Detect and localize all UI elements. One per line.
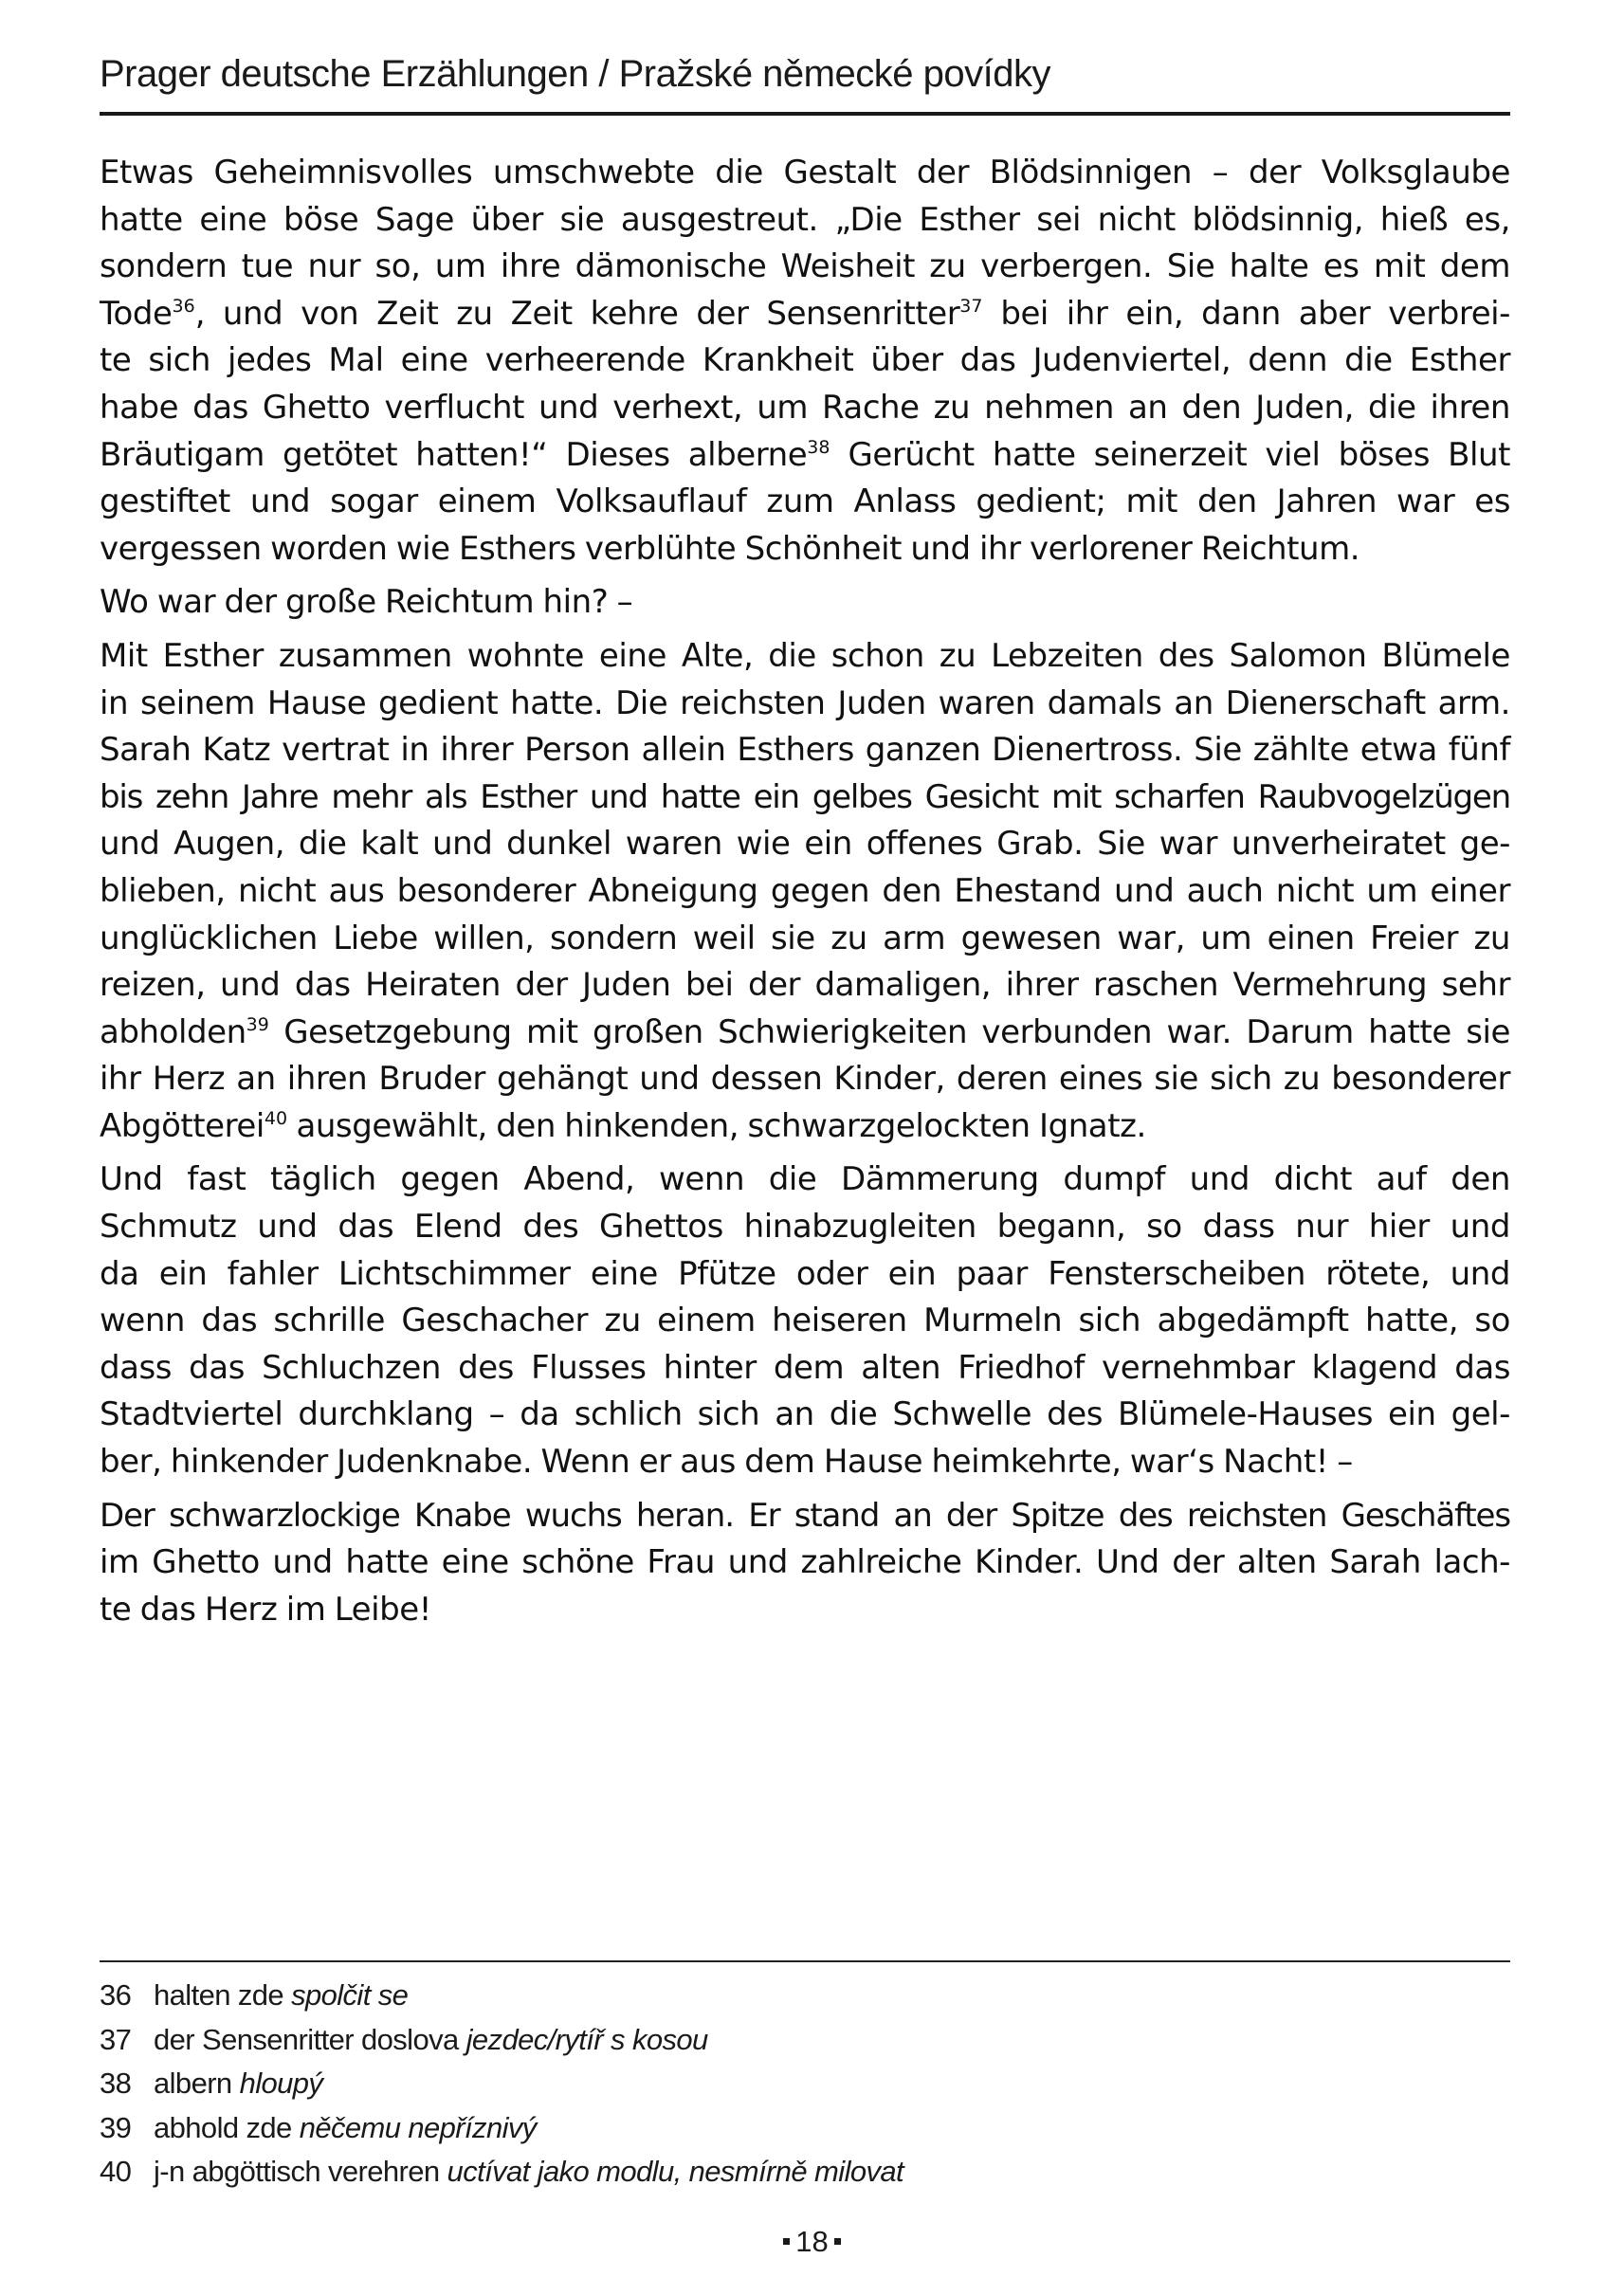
text-segment: Bräutigam getötet hatten!“ Dieses alberne (100, 435, 808, 474)
text-line: vergessen worden wie Esthers verblühte Schönheit und ihr verlorener Reichtum. (100, 529, 1360, 568)
footnote-translation: hloupý (239, 2067, 323, 2100)
running-header (100, 47, 1510, 100)
footnote-38 (100, 2062, 1510, 2106)
footnote-translation: jezdec/rytíř s kosou (465, 2022, 708, 2056)
header-title: Prager deutsche Erzählungen / Pražské německé povídky (100, 53, 1050, 95)
text-line: Mit Esther zusammen wohnte eine Alte, die schon zu Lebzeiten des Salomon Blümele (100, 636, 1510, 675)
text-line: sondern tue nur so, um ihre dämonische Weisheit zu verbergen. Sie halte es mit dem (100, 247, 1510, 286)
footnote-ref-36: 36 (172, 295, 195, 317)
footnote-39 (100, 2106, 1510, 2151)
paragraph-1 (100, 150, 1510, 573)
footnote-term: halten zde (154, 1978, 284, 2012)
text-line: te das Herz im Leibe! (100, 1590, 431, 1629)
text-line: und Augen, die kalt und dunkel waren wie ein offenes Grab. Sie war unverheiratet ge- (100, 825, 1510, 864)
footnote-translation: spolčit se (291, 1978, 409, 2012)
footnote-number: 39 (100, 2110, 132, 2144)
text-line: ber, hinkender Judenknabe. Wenn er aus dem Hause heimkehrte, war‘s Nacht! – (100, 1443, 1353, 1482)
text-segment: bei ihr ein, dann aber verbrei- (982, 294, 1510, 333)
text-line (100, 1010, 1510, 1057)
footnote-term: der Sensenritter doslova (154, 2022, 459, 2056)
text-line: habe das Ghetto verflucht und verhext, um Rache zu nehmen an den Juden, die ihren (100, 388, 1510, 427)
text-line: Wo war der große Reichtum hin? – (100, 583, 633, 622)
page-number-dot-left (783, 2238, 790, 2245)
paragraph-2 (100, 579, 1510, 627)
text-segment: , und von Zeit zu Zeit kehre der Sensenritter (194, 294, 960, 333)
text-segment: Tode (100, 294, 173, 333)
footnote-term: abhold zde (154, 2110, 292, 2144)
footnote-36 (100, 1974, 1510, 2018)
footnote-37 (100, 2018, 1510, 2063)
main-text (100, 150, 1510, 1640)
text-line: unglücklichen Liebe willen, sondern weil sie zu arm gewesen war, um einen Freier zu (100, 919, 1510, 957)
paragraph-5 (100, 1493, 1510, 1634)
text-line: wenn das schrille Geschacher zu einem heiseren Murmeln sich abgedämpft hatte, so (100, 1302, 1510, 1340)
footnote-number: 38 (100, 2067, 132, 2100)
footnotes (100, 1974, 1510, 2195)
text-line: Sarah Katz vertrat in ihrer Person allein Esthers ganzen Dienertross. Sie zählte etwa fünf (100, 731, 1510, 770)
text-line: Stadtviertel durchklang – da schlich sich an die Schwelle des Blümele-Hauses ein gel- (100, 1395, 1510, 1434)
footnote-40 (100, 2150, 1510, 2195)
paragraph-3 (100, 633, 1510, 1151)
text-line: Etwas Geheimnisvolles umschwebte die Gestalt der Blödsinnigen – der Volksglaube (100, 154, 1510, 191)
footnote-term: j-n abgöttisch verehren (154, 2155, 440, 2188)
text-segment: Abgötterei (100, 1106, 265, 1145)
footnote-ref-37: 37 (959, 295, 983, 317)
footnote-ref-38: 38 (807, 436, 830, 458)
text-segment: Gerücht hatte seinerzeit viel böses Blut (830, 435, 1510, 474)
footnote-term: albern (154, 2067, 232, 2100)
footnote-ref-40: 40 (264, 1107, 288, 1129)
text-segment: abholden (100, 1012, 246, 1051)
page-number-value: 18 (795, 2225, 829, 2258)
text-line: bis zehn Jahre mehr als Esther und hatte ein gelbes Gesicht mit scharfen Raubvogelzügen (100, 777, 1510, 816)
text-line (100, 1103, 1510, 1151)
footnote-ref-39: 39 (246, 1013, 269, 1035)
footnote-translation: uctívat jako modlu, nesmírně milovat (447, 2155, 904, 2188)
footnote-number: 40 (100, 2155, 132, 2188)
text-line: in seinem Hause gedient hatte. Die reichsten Juden waren damals an Dienerschaft arm. (100, 683, 1510, 722)
text-line: ihr Herz an ihren Bruder gehängt und dessen Kinder, deren eines sie sich zu besonderer (100, 1060, 1510, 1099)
footnote-number: 36 (100, 1978, 132, 2012)
footnote-number: 37 (100, 2022, 132, 2056)
text-line: gestiftet und sogar einem Volksauflauf zum Anlass gedient; mit den Jahren war es (100, 483, 1510, 521)
paragraph-4 (100, 1157, 1510, 1485)
text-line: Der schwarzlockige Knabe wuchs heran. Er stand an der Spitze des reichsten Geschäftes (100, 1496, 1510, 1535)
text-line: Und fast täglich gegen Abend, wenn die Dämmerung dumpf und dicht auf den (100, 1160, 1510, 1199)
text-line: blieben, nicht aus besonderer Abneigung gegen den Ehestand und auch nicht um einer (100, 871, 1510, 910)
text-segment: Gesetzgebung mit großen Schwierigkeiten verbunden war. Darum hatte sie (268, 1012, 1510, 1051)
text-line: dass das Schluchzen des Flusses hinter dem alten Friedhof vernehmbar klagend das (100, 1348, 1510, 1387)
text-line: reizen, und das Heiraten der Juden bei der damaligen, ihrer raschen Vermehrung sehr (100, 966, 1510, 1005)
footnote-separator (100, 1960, 1510, 1962)
header-rule (100, 112, 1510, 116)
text-line: te sich jedes Mal eine verheerende Krankheit über das Judenviertel, denn die Esther (100, 341, 1510, 380)
text-line: hatte eine böse Sage über sie ausgestreut. „Die Esther sei nicht blödsinnig, hieß es, (100, 200, 1510, 239)
text-line: da ein fahler Lichtschimmer eine Pfütze oder ein paar Fensterscheiben rötete, und (100, 1254, 1510, 1293)
page-number-dot-right (834, 2238, 841, 2245)
footnote-translation: něčemu nepříznivý (299, 2110, 537, 2144)
text-line: Schmutz und das Elend des Ghettos hinabzugleiten begann, so dass nur hier und (100, 1208, 1510, 1247)
text-line: im Ghetto und hatte eine schöne Frau und zahlreiche Kinder. Und der alten Sarah lach- (100, 1543, 1510, 1582)
text-line (100, 291, 1510, 338)
page-number (0, 2221, 1624, 2263)
text-segment: ausgewählt, den hinkenden, schwarzgelockten Ignatz. (287, 1106, 1146, 1145)
text-line (100, 432, 1510, 480)
